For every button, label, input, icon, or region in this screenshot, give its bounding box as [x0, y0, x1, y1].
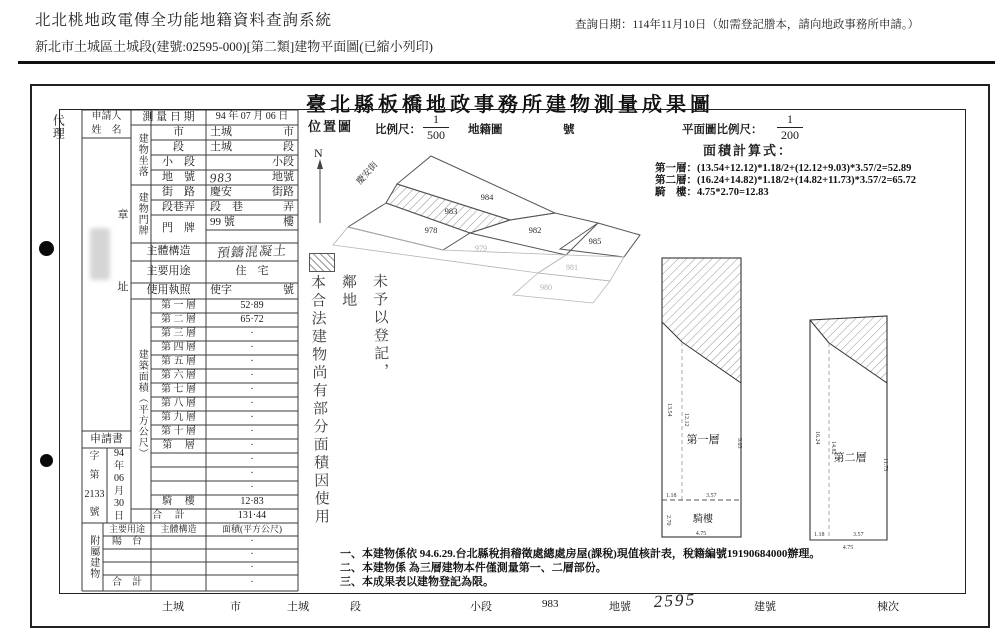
floor-row-label: 第 三 層: [161, 327, 196, 339]
building-location-group: 建物坐落: [136, 133, 148, 177]
handwritten-note: [301, 273, 389, 536]
address-row-value: 慶安 街路: [210, 185, 294, 198]
total-value: 131·44: [237, 509, 267, 521]
area-formula-title: 面積計算式：: [703, 143, 794, 158]
annex-header-usage: 主要用途: [108, 523, 145, 534]
parcel-label-faint: 981: [566, 263, 578, 272]
floor-row-value: ·: [250, 467, 254, 479]
legend-hatch-box: [309, 253, 335, 272]
footer-subsection: 小段: [470, 601, 492, 613]
license-label: 使用執照: [146, 284, 191, 297]
address-row-label: 街 路: [162, 185, 195, 198]
scale-denominator: 200: [781, 128, 799, 143]
form-body: [51, 109, 966, 594]
annex-row-label: 合 計: [112, 576, 142, 588]
usage-value: 住 宅: [235, 265, 269, 278]
parcel-label: 983: [444, 206, 458, 216]
location-row-label: 段: [173, 140, 184, 153]
scanned-document: [30, 84, 990, 628]
floor-row-label: 第 一 層: [161, 299, 196, 311]
floor-row-value: ·: [250, 327, 254, 339]
north-arrow: [314, 146, 323, 223]
survey-date-label: 測 量 日 期: [142, 110, 195, 123]
location-row-value: 土城 市: [210, 125, 294, 138]
parcel-label-faint: 979: [475, 244, 487, 253]
floor-row-label: 第 層: [162, 439, 195, 451]
document-subtitle: 新北市土城區土城段(建號:02595-000)[第二類]建物平面圖(已縮小列印): [35, 39, 433, 54]
survey-date-value: 94 年 07 月 06 日: [215, 111, 289, 123]
dim-mid: 14.82: [830, 441, 836, 455]
floor-row-label: 第 九 層: [161, 411, 196, 423]
footer-land-no-label: 地號: [609, 601, 631, 613]
floor-row-label: 第 十 層: [161, 425, 196, 437]
application-number: 字 第 2133 號: [84, 451, 105, 519]
location-row-value: 小段: [272, 155, 294, 168]
floor1-plan: [658, 253, 753, 545]
punch-hole: [39, 241, 54, 256]
floor-row-value: ·: [250, 355, 254, 367]
parcel-label: 984: [480, 192, 494, 202]
area-formula-line: 騎 樓：4.75*2.70=12.83: [655, 187, 769, 198]
query-date: 查詢日期：114年11月10日（如需登記謄本，請向地政事務所申請。）: [575, 19, 920, 31]
punch-hole: [40, 454, 53, 467]
footer-section-unit: 段: [350, 601, 361, 613]
scale-denominator: 500: [427, 128, 445, 143]
annex-row-value: ·: [250, 576, 254, 588]
dim-w2: 3.57: [706, 493, 717, 499]
svg-text:N: N: [314, 146, 323, 160]
annex-header-structure: 主體構造: [160, 523, 197, 534]
floor-row-value: 65·72: [240, 313, 264, 325]
floor-row-label: [151, 481, 206, 495]
footer-land-no: 983: [542, 598, 559, 610]
parcel-label: 985: [588, 236, 602, 246]
parcel-981-faint: [538, 255, 624, 281]
floor2-plan: [803, 303, 898, 551]
annex-row-value: ·: [250, 549, 254, 561]
footer-section: 土城: [287, 601, 309, 613]
document-title: 臺北縣板橋地政事務所建物測量成果圖: [306, 94, 714, 116]
floor-row-label: 第 五 層: [161, 355, 196, 367]
floor-row-value: ·: [250, 411, 254, 423]
floor1-label: 第一層: [686, 434, 720, 446]
floor1-unregistered-hatch: [662, 258, 741, 383]
building-address-group: 建物門牌: [136, 192, 148, 236]
dim-left: 13.54: [666, 403, 672, 417]
floor-row-label: [151, 467, 206, 481]
annex-row-value: ·: [250, 562, 254, 574]
road-label: 慶安街: [354, 159, 380, 187]
floor-row-value: ·: [250, 453, 254, 465]
floor-row-value: 12·83: [240, 495, 264, 507]
footer-city-unit: 市: [230, 601, 241, 613]
floor-row-value: ·: [250, 425, 254, 437]
floor-row-label: 第 六 層: [161, 369, 196, 381]
license-value: 使字 號: [210, 284, 294, 297]
location-row-label: 地 號: [162, 170, 195, 183]
annex-row-value: ·: [250, 536, 254, 548]
map-scale-fraction: [418, 113, 454, 142]
address-row-label: 段巷弄: [162, 200, 195, 213]
dim-w1: 1.18: [666, 493, 677, 499]
dim-bottom: 4.75: [842, 545, 854, 551]
dim-w2: 3.57: [853, 532, 864, 538]
structure-label: 主體構造: [146, 245, 191, 258]
note-line-3: 三、本成果表以建物登記為限。: [340, 576, 494, 588]
area-formula-line: 第一層：(13.54+12.12)*1.18/2+(12.12+9.03)*3.57/2=52.89: [655, 163, 912, 174]
plan-scale-label: 平面圖比例尺：: [682, 124, 763, 136]
seal-label: 章: [117, 209, 129, 222]
parcel-980-faint: [513, 273, 610, 303]
dim-bottom: 4.75: [695, 531, 707, 537]
dim-right: 9.03: [736, 438, 742, 449]
address-row-value: 99 號 樓: [210, 215, 294, 228]
note-line-2: 二、本建物係 為三層建物本件僅測量第一、二層部份。: [340, 562, 607, 574]
floor-row-value: ·: [250, 341, 254, 353]
floor2-label: 第二層: [833, 452, 867, 464]
footer-building-count-label: 棟次: [877, 601, 899, 613]
location-row-value: 土城 段: [210, 140, 294, 153]
floor-row-label: [151, 453, 206, 467]
cadastral-map-label: 地籍圖: [468, 124, 503, 136]
arcade-label: 騎樓: [693, 514, 713, 525]
dim-right: 11.73: [882, 458, 888, 472]
floor2-unregistered-hatch: [810, 316, 887, 383]
dim-mid: 12.12: [683, 413, 689, 427]
floor-row-label: 第 二 層: [161, 313, 196, 325]
scale-numerator: 1: [433, 112, 439, 126]
application-date: 94 年 06 月 30 日: [114, 448, 124, 522]
applicant-name-header: 申請人 姓 名: [91, 110, 122, 136]
floor-row-value: 52·89: [240, 299, 264, 311]
agent-label: 代理: [51, 114, 66, 140]
map-scale-label: 比例尺：: [375, 124, 421, 136]
handwritten-note-col1: 本合法建物尚有部分面積因使用鄰地: [308, 273, 357, 527]
plan-scale-fraction: [772, 113, 808, 142]
location-row-label: 小 段: [162, 155, 195, 168]
dim-arcade-height: 2.70: [665, 515, 671, 526]
header-divider: [18, 61, 995, 64]
floor-row-value: ·: [250, 383, 254, 395]
annex-row-label: 陽 台: [112, 536, 142, 548]
sheet-number-label: 號: [563, 124, 575, 136]
address-row-label: 門 牌: [162, 222, 195, 235]
floor-row-value: ·: [250, 397, 254, 409]
floor-row-value: ·: [250, 481, 254, 493]
floor-row-value: ·: [250, 369, 254, 381]
dim-left: 16.24: [814, 431, 820, 445]
location-row-value: 983 地號: [209, 169, 294, 186]
footer-building-no-handwritten: 2595: [652, 589, 698, 612]
note-line-1: 一、本建物係依 94.6.29.台北縣稅捐稽徵處總處房屋(課稅)現值核計表，稅籍編號19190684000辦理。: [340, 548, 821, 560]
footer-building-no-label: 建號: [754, 601, 776, 613]
parcel-label-faint: 980: [540, 283, 552, 292]
handwritten-note-col2: 未予以登記，: [370, 273, 389, 382]
floor-row-label: 第 七 層: [161, 383, 196, 395]
area-formula-line: 第二層：(16.24+14.82)*1.18/2+(14.82+11.73)*3.57/2=65.72: [655, 175, 917, 186]
scale-numerator: 1: [787, 112, 793, 126]
floor-row-label: 第 四 層: [161, 341, 196, 353]
parcel-label: 982: [528, 225, 542, 235]
floor-row-label: 騎 樓: [162, 495, 195, 507]
usage-label: 主要用途: [146, 265, 191, 278]
parcel-label: 978: [424, 225, 438, 235]
footer-city: 土城: [162, 601, 184, 613]
annex-header-area: 面積(平方公尺): [222, 523, 282, 534]
building-area-group: 建築面積（平方公尺）: [136, 349, 148, 459]
structure-value-handwritten: 預鑄混凝土: [216, 242, 288, 261]
dim-w1: 1.18: [814, 532, 825, 538]
floor-row-value: ·: [250, 439, 254, 451]
address-label: 址: [117, 281, 129, 294]
system-title: 北北桃地政電傳全功能地籍資料查詢系統: [35, 12, 333, 29]
floor-row-label: 第 八 層: [161, 397, 196, 409]
location-map-label: 位置圖: [308, 119, 354, 134]
total-label: 合 計: [152, 509, 185, 521]
address-row-value: 段 巷 弄: [210, 200, 294, 213]
annex-building-group: 附屬建物: [87, 535, 99, 579]
location-row-label: 市: [173, 125, 184, 138]
application-form-label: 申請書: [90, 432, 123, 445]
stamp-smudge: [90, 228, 110, 280]
